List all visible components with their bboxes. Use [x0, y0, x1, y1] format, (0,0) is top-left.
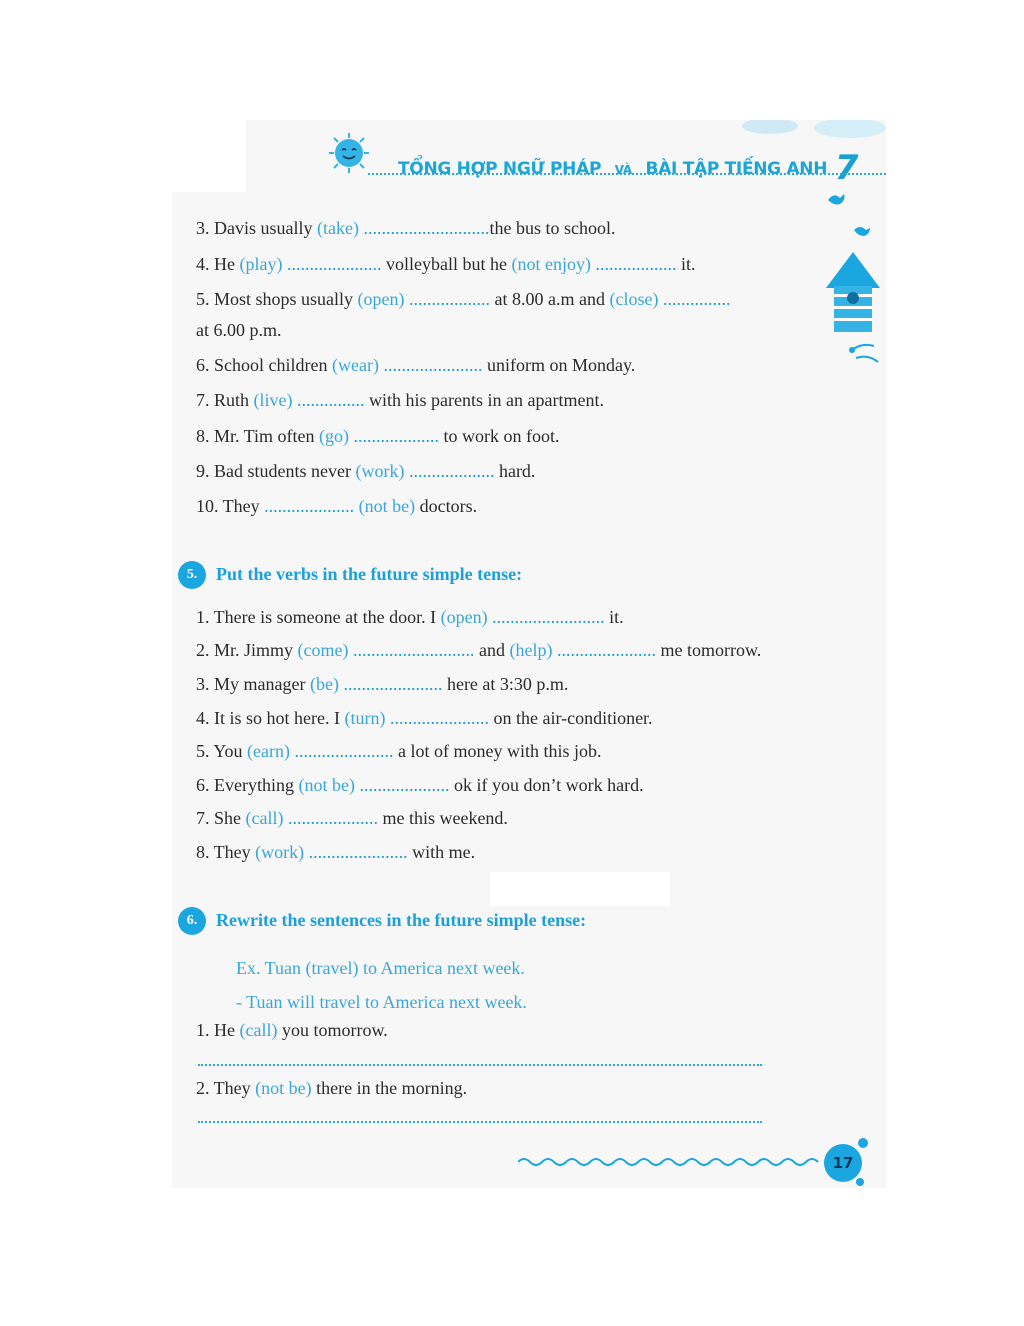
item-verb: (call) [239, 1020, 278, 1040]
item-text: 10. They [196, 496, 265, 516]
exercise-item [196, 1078, 467, 1099]
answer-blank[interactable]: ...................... [552, 640, 656, 660]
book-title [398, 148, 858, 188]
exercise-item [196, 708, 653, 729]
item-text: doctors. [415, 496, 478, 516]
section-number-badge: 6. [178, 907, 206, 935]
item-verb: (work) [255, 842, 305, 862]
item-text: 1. There is someone at the door. I [196, 607, 441, 627]
answer-blank[interactable]: ............................ [358, 218, 490, 238]
item-text: 9. Bad students never [196, 461, 356, 481]
item-text: 7. She [196, 808, 246, 828]
item-text: 6. Everything [196, 775, 299, 795]
item-text: 1. He [196, 1020, 240, 1040]
item-text: 5. You [196, 741, 248, 761]
item-verb: (not be) [298, 775, 355, 795]
item-text: 4. He [196, 254, 240, 274]
exercise-item [196, 426, 560, 447]
item-verb: (go) [319, 426, 350, 446]
item-text: 8. Mr. Tim often [196, 426, 320, 446]
section-title: Put the verbs in the future simple tense: [216, 564, 523, 584]
item-text: 8. They [196, 842, 256, 862]
item-text: it. [604, 607, 624, 627]
title-mid: VÀ [614, 163, 632, 177]
exercise-item [196, 461, 535, 482]
item-text: at 8.00 a.m and [490, 289, 610, 309]
grade-number: 7 [834, 148, 859, 188]
item-text: with me. [407, 842, 476, 862]
answer-blank[interactable]: ...................... [338, 674, 443, 694]
item-verb: (help) [509, 640, 553, 660]
item-verb: (not be) [354, 496, 416, 516]
section-number-badge: 5. [178, 561, 206, 589]
item-text: 3. My manager [196, 674, 310, 694]
item-text: a lot of money with this job. [393, 741, 602, 761]
answer-blank[interactable]: ..................... [282, 254, 382, 274]
answer-blank[interactable]: ......................... [487, 607, 605, 627]
dot-decoration [856, 1178, 864, 1186]
answer-blank[interactable]: .................. [404, 289, 491, 309]
answer-blank[interactable]: .................. [590, 254, 677, 274]
item-verb: (turn) [344, 708, 386, 728]
exercise-item [196, 808, 508, 829]
answer-blank[interactable]: .................... [354, 775, 450, 795]
answer-blank[interactable]: ...................... [304, 842, 408, 862]
item-verb: (call) [245, 808, 284, 828]
answer-blank[interactable]: ............... [292, 390, 365, 410]
example-answer: - Tuan will travel to America next week. [236, 992, 527, 1012]
item-continuation: at 6.00 p.m. [196, 320, 282, 340]
dot-decoration [858, 1138, 868, 1148]
answer-blank[interactable]: ...................... [385, 708, 489, 728]
item-text: volleyball but he [381, 254, 512, 274]
answer-line[interactable] [198, 1121, 762, 1123]
item-text: to work on foot. [439, 426, 560, 446]
item-text: on the air-conditioner. [488, 708, 653, 728]
answer-blank[interactable]: .................... [264, 496, 355, 516]
birdhouse-icon [820, 180, 886, 380]
example-question: Ex. Tuan (travel) to America next week. [236, 958, 525, 978]
item-text: ok if you don’t work hard. [449, 775, 644, 795]
item-text: you tomorrow. [277, 1020, 388, 1040]
exercise-item [196, 496, 477, 517]
answer-blank[interactable]: ................... [349, 426, 440, 446]
item-verb: (open) [440, 607, 488, 627]
sun-icon [328, 132, 370, 174]
book-header [322, 128, 886, 188]
exercise-item [196, 1020, 388, 1041]
item-verb: (not enjoy) [511, 254, 591, 274]
item-text: here at 3:30 p.m. [442, 674, 569, 694]
exercise-item [196, 741, 601, 762]
title-right: BÀI TẬP TIẾNG ANH [645, 159, 828, 179]
item-text: 4. It is so hot here. I [196, 708, 345, 728]
answer-line[interactable] [198, 1064, 762, 1066]
item-verb: (take) [317, 218, 359, 238]
item-text: me this weekend. [377, 808, 508, 828]
item-text: it. [676, 254, 696, 274]
exercise-item [196, 218, 615, 239]
item-text: 7. Ruth [196, 390, 254, 410]
exercise-item [196, 674, 568, 695]
item-text: 2. They [196, 1078, 256, 1098]
exercise-item [196, 254, 695, 275]
item-verb: (open) [357, 289, 405, 309]
item-text: with his parents in an apartment. [364, 390, 604, 410]
item-text: and [474, 640, 510, 660]
header-divider [368, 173, 886, 175]
item-verb: (not be) [255, 1078, 312, 1098]
exercise-item [196, 355, 635, 376]
item-text: me tomorrow. [655, 640, 762, 660]
item-text: uniform on Monday. [482, 355, 636, 375]
answer-blank[interactable]: .................... [283, 808, 378, 828]
item-verb: (come) [297, 640, 349, 660]
item-verb: (work) [355, 461, 405, 481]
wavy-line-decoration [518, 1152, 828, 1170]
answer-blank[interactable]: ........................... [348, 640, 475, 660]
answer-blank[interactable]: ...................... [378, 355, 483, 375]
item-text: 5. Most shops usually [196, 289, 358, 309]
item-verb: (be) [309, 674, 339, 694]
exercise-item [196, 640, 761, 661]
title-left: TỔNG HỢP NGỮ PHÁP [398, 159, 602, 179]
item-verb: (wear) [331, 355, 379, 375]
item-text: hard. [494, 461, 536, 481]
exercise-item [196, 390, 604, 411]
item-verb: (earn) [247, 741, 290, 761]
item-verb: (play) [239, 254, 283, 274]
item-text: there in the morning. [311, 1078, 468, 1098]
section-title: Rewrite the sentences in the future simple tense: [216, 910, 587, 930]
item-text: 2. Mr. Jimmy [196, 640, 298, 660]
item-text: the bus to school. [489, 218, 616, 238]
item-text: 6. School children [196, 355, 332, 375]
answer-blank[interactable]: ...................... [290, 741, 394, 761]
page-number: 17 [824, 1144, 862, 1182]
item-verb: (close) [609, 289, 659, 309]
exercise-item [196, 289, 730, 310]
exercise-item [196, 607, 624, 628]
blank-patch [490, 872, 670, 906]
answer-blank[interactable]: ............... [658, 289, 731, 309]
exercise-item [196, 842, 475, 863]
exercise-item [196, 775, 644, 796]
answer-blank[interactable]: ................... [404, 461, 495, 481]
item-verb: (live) [253, 390, 293, 410]
page-corner [172, 120, 246, 192]
item-text: 3. Davis usually [196, 218, 317, 238]
